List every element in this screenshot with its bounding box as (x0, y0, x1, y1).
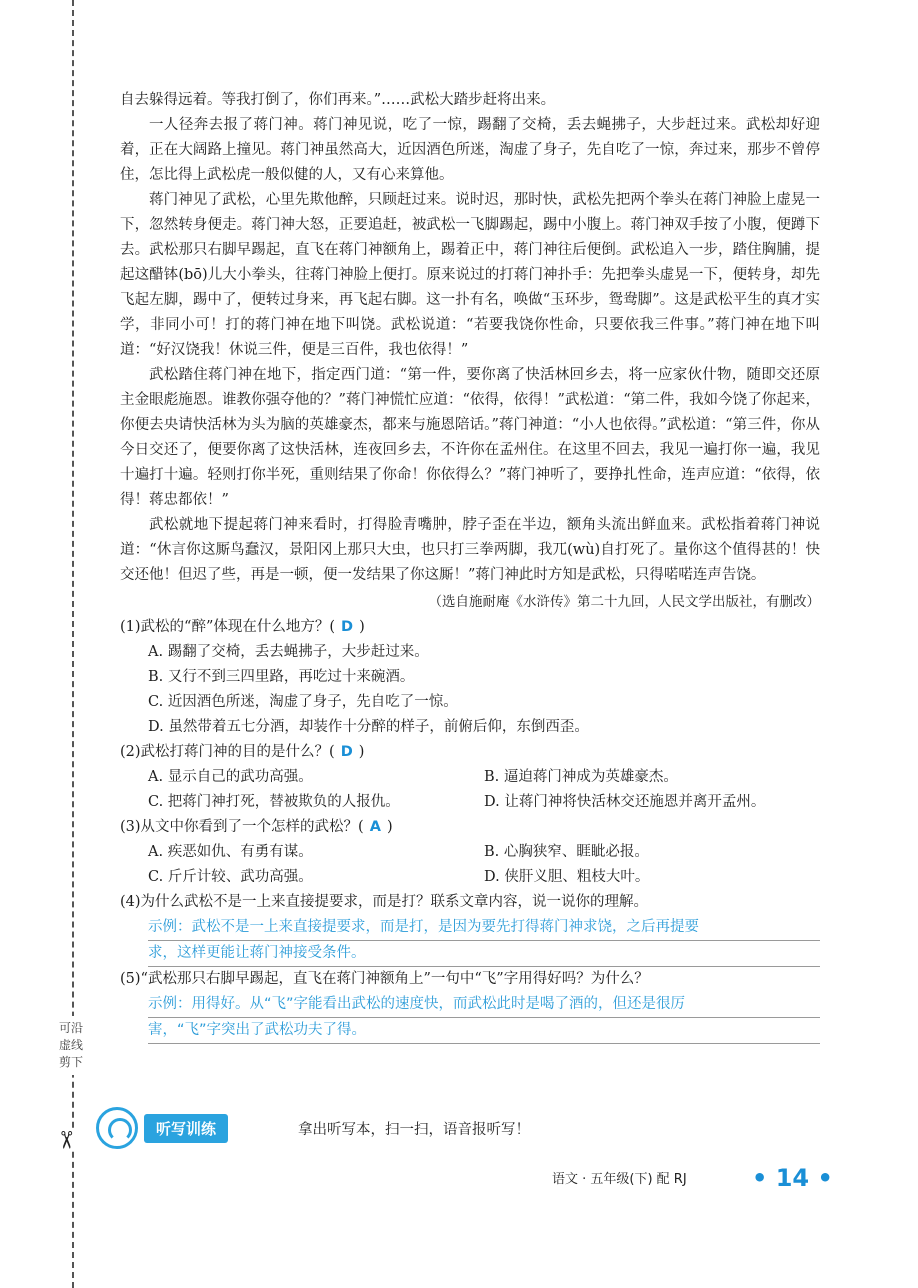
option: C. 斤斤计较、武功高强。 (148, 869, 313, 885)
page-content (120, 88, 820, 1044)
question-stem: (2)武松打蒋门神的目的是什么？( (120, 744, 335, 760)
paren-close: ) (386, 819, 393, 835)
book-info: 语文 · 五年级(下) 配 RJ (552, 1172, 687, 1187)
question-stem: (3)从文中你看到了一个怎样的武松？( (120, 819, 364, 835)
page-number: • 14 • (752, 1164, 833, 1192)
option: A. 疾恶如仇、有勇有谋。 (148, 844, 313, 860)
source-citation: （选自施耐庵《水浒传》第二十九回，人民文学出版社，有删改） (428, 594, 820, 610)
dictation-badge: 听写训练 (144, 1114, 228, 1143)
option: B. 又行不到三四里路，再吃过十来碗酒。 (148, 669, 415, 685)
option: C. 把蒋门神打死，替被欺负的人报仇。 (148, 794, 400, 810)
answer-line: 示例：用得好。从“飞”字能看出武松的速度快，而武松此时是喝了酒的，但还是很厉 (148, 992, 820, 1018)
passage-paragraph: 武松就地下提起蒋门神来看时，打得脸青嘴肿，脖子歪在半边，额角头流出鲜血来。武松指着蒋门神说道：“休言你这厮鸟蠢汉，景阳冈上那只大虫，也只打三拳两脚，我兀(wù)自打死了。量你这个值得甚的！快交还他！但迟了些，再是一顿，便一发结果了你这厮！”蒋门神此时方知是武松，只得喏喏连声告饶。 (120, 517, 820, 583)
option: A. 显示自己的武功高强。 (148, 769, 313, 785)
headset-icon (96, 1107, 138, 1149)
question-5 (120, 967, 820, 1044)
option: A. 踢翻了交椅，丢去蝇拂子，大步赶过来。 (148, 644, 429, 660)
answer-line: 示例：武松不是一上来直接提要求，而是打，是因为要先打得蒋门神求饶，之后再提要 (148, 915, 820, 941)
option: C. 近因酒色所迷，淘虚了身子，先自吃了一惊。 (148, 694, 458, 710)
question-stem: (4)为什么武松不是一上来直接提要求，而是打？联系文章内容，说一说你的理解。 (120, 894, 649, 910)
option: B. 心胸狭窄、睚眦必报。 (484, 844, 649, 860)
option: D. 虽然带着五七分酒，却装作十分醉的样子，前俯后仰，东倒西歪。 (148, 719, 589, 735)
dictation-instruction: 拿出听写本，扫一扫，语音报听写！ (298, 1121, 531, 1138)
passage-paragraph: 自去躲得远着。等我打倒了，你们再来。”……武松大踏步赶将出来。 (120, 92, 556, 108)
question-3 (120, 815, 820, 890)
cut-dashed-line (72, 0, 74, 1288)
option: D. 侠肝义胆、粗枝大叶。 (484, 869, 650, 885)
passage-paragraph: 武松踏住蒋门神在地下，指定西门道：“第一件，要你离了快活林回乡去，将一应家伙什物，随即交还原主金眼彪施恩。谁教你强夺他的？”蒋门神慌忙应道：“依得，依得！”武松道：“第二件，我如今饶了你起来，你便去央请快活林为头为脑的英雄豪杰，都来与施恩陪话。”蒋门神道：“小人也依得。”武松道：“第三件，你从今日交还了，便要你离了这快活林，连夜回乡去，不许你在孟州住。在这里不回去，我见一遍打你一遍，我见十遍打十遍。轻则打你半死，重则结果了你命！你依得么？”蒋门神听了，要挣扎性命，连声应道：“依得，依得！蒋忠都依！” (120, 367, 820, 508)
question-stem: (5)“武松那只右脚早踢起，直飞在蒋门神额角上”一句中“飞”字用得好吗？为什么？ (120, 971, 649, 987)
passage-paragraph: 一人径奔去报了蒋门神。蒋门神见说，吃了一惊，踢翻了交椅，丢去蝇拂子，大步赶过来。武松却好迎着，正在大阔路上撞见。蒋门神虽然高大，近因酒色所迷，淘虚了身子，先自吃了一惊，奔过来，那步不曾停住，怎比得上武松虎一般似健的人，又有心来算他。 (120, 117, 820, 183)
question-1 (120, 615, 820, 740)
scissors-icon: ✂ (52, 1129, 81, 1151)
question-stem: (1)武松的“醉”体现在什么地方？( (120, 619, 336, 635)
cut-hint-text: 可沿虚线剪下 (56, 1016, 86, 1075)
answer-line: 害，“飞”字突出了武松功夫了得。 (148, 1018, 820, 1044)
dictation-banner (96, 1106, 826, 1150)
question-4 (120, 890, 820, 967)
question-2 (120, 740, 820, 815)
answer-choice: D (340, 744, 353, 760)
answer-choice: D (341, 619, 354, 635)
option: D. 让蒋门神将快活林交还施恩并离开孟州。 (484, 794, 766, 810)
answer-choice: A (369, 819, 381, 835)
option: B. 逼迫蒋门神成为英雄豪杰。 (484, 769, 678, 785)
paren-close: ) (359, 619, 365, 635)
passage-paragraph: 蒋门神见了武松，心里先欺他醉，只顾赶过来。说时迟，那时快，武松先把两个拳头在蒋门神脸上虚晃一下，忽然转身便走。蒋门神大怒，正要追赶，被武松一飞脚踢起，踢中小腹上。蒋门神双手按了小腹，便蹲下去。武松那只右脚早踢起，直飞在蒋门神额角上，踢着正中，蒋门神往后便倒。武松追入一步，踏住胸脯，提起这醋钵(bō)儿大小拳头，往蒋门神脸上便打。原来说过的打蒋门神扑手：先把拳头虚晃一下，便转身，却先飞起左脚，踢中了，便转过身来，再飞起右脚。这一扑有名，唤做“玉环步，鸳鸯脚”。这是武松平生的真才实学，非同小可！打的蒋门神在地下叫饶。武松说道：“若要我饶你性命，只要依我三件事。”蒋门神在地下叫道：“好汉饶我！休说三件，便是三百件，我也依得！” (120, 192, 820, 358)
paren-close: ) (358, 744, 365, 760)
answer-line: 求，这样更能让蒋门神接受条件。 (148, 941, 820, 967)
